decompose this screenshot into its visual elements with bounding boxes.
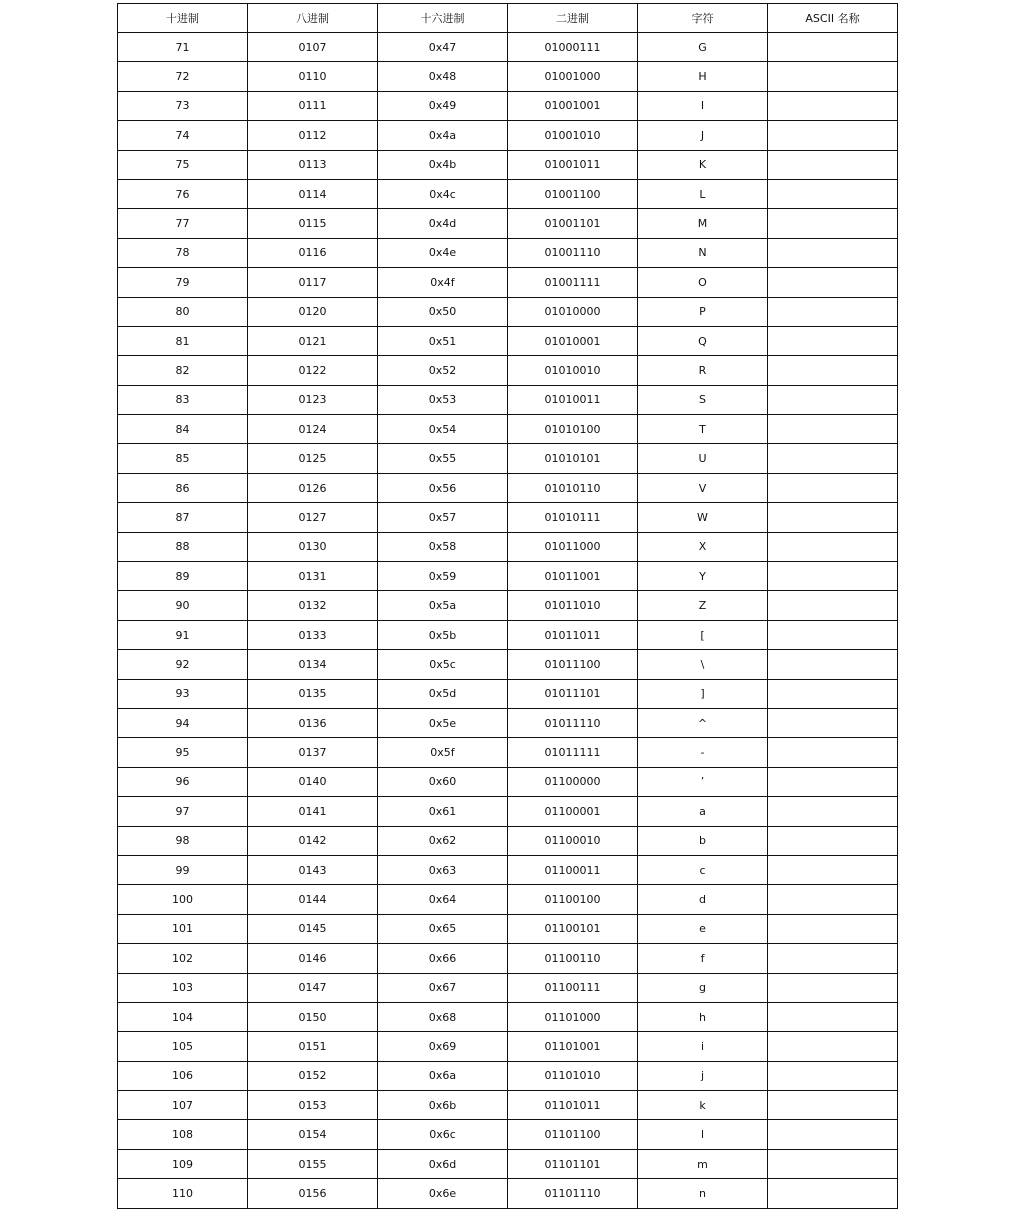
cell-ascii-name: [768, 209, 898, 238]
cell-ascii-name: [768, 914, 898, 943]
cell-binary: 01010010: [508, 356, 638, 385]
cell-ascii-name: [768, 1002, 898, 1031]
cell-binary: 01010100: [508, 415, 638, 444]
header-octal: 八进制: [248, 4, 378, 33]
cell-char: J: [638, 121, 768, 150]
cell-decimal: 85: [118, 444, 248, 473]
cell-octal: 0115: [248, 209, 378, 238]
cell-ascii-name: [768, 591, 898, 620]
cell-binary: 01011001: [508, 562, 638, 591]
cell-binary: 01100100: [508, 885, 638, 914]
cell-char: Y: [638, 562, 768, 591]
cell-binary: 01001000: [508, 62, 638, 91]
table-row: [118, 1032, 898, 1061]
table-row: [118, 1149, 898, 1178]
cell-hex: 0x47: [378, 33, 508, 62]
header-binary: 二进制: [508, 4, 638, 33]
cell-hex: 0x67: [378, 973, 508, 1002]
table-row: [118, 444, 898, 473]
cell-decimal: 106: [118, 1061, 248, 1090]
cell-decimal: 80: [118, 297, 248, 326]
cell-octal: 0117: [248, 268, 378, 297]
cell-octal: 0112: [248, 121, 378, 150]
cell-ascii-name: [768, 738, 898, 767]
cell-hex: 0x6a: [378, 1061, 508, 1090]
cell-binary: 01101010: [508, 1061, 638, 1090]
cell-binary: 01011011: [508, 620, 638, 649]
cell-octal: 0110: [248, 62, 378, 91]
cell-char: Z: [638, 591, 768, 620]
cell-decimal: 79: [118, 268, 248, 297]
cell-binary: 01001100: [508, 179, 638, 208]
cell-binary: 01001001: [508, 91, 638, 120]
cell-ascii-name: [768, 385, 898, 414]
cell-decimal: 99: [118, 855, 248, 884]
cell-binary: 01101100: [508, 1120, 638, 1149]
cell-decimal: 84: [118, 415, 248, 444]
cell-decimal: 109: [118, 1149, 248, 1178]
cell-binary: 01000111: [508, 33, 638, 62]
cell-decimal: 101: [118, 914, 248, 943]
cell-decimal: 72: [118, 62, 248, 91]
cell-char: i: [638, 1032, 768, 1061]
cell-ascii-name: [768, 973, 898, 1002]
cell-decimal: 91: [118, 620, 248, 649]
cell-octal: 0120: [248, 297, 378, 326]
cell-ascii-name: [768, 503, 898, 532]
cell-binary: 01101001: [508, 1032, 638, 1061]
cell-octal: 0132: [248, 591, 378, 620]
cell-hex: 0x4c: [378, 179, 508, 208]
cell-char: n: [638, 1179, 768, 1208]
header-decimal: 十进制: [118, 4, 248, 33]
cell-octal: 0146: [248, 944, 378, 973]
cell-ascii-name: [768, 297, 898, 326]
cell-decimal: 103: [118, 973, 248, 1002]
cell-char: U: [638, 444, 768, 473]
cell-ascii-name: [768, 1091, 898, 1120]
table-row: [118, 33, 898, 62]
cell-hex: 0x51: [378, 326, 508, 355]
cell-hex: 0x5d: [378, 679, 508, 708]
cell-binary: 01100000: [508, 767, 638, 796]
cell-hex: 0x5c: [378, 650, 508, 679]
cell-char: R: [638, 356, 768, 385]
cell-binary: 01001111: [508, 268, 638, 297]
cell-octal: 0153: [248, 1091, 378, 1120]
cell-ascii-name: [768, 150, 898, 179]
cell-hex: 0x55: [378, 444, 508, 473]
cell-octal: 0134: [248, 650, 378, 679]
cell-hex: 0x4d: [378, 209, 508, 238]
cell-decimal: 78: [118, 238, 248, 267]
cell-ascii-name: [768, 826, 898, 855]
cell-ascii-name: [768, 562, 898, 591]
cell-octal: 0150: [248, 1002, 378, 1031]
table-row: [118, 473, 898, 502]
cell-ascii-name: [768, 121, 898, 150]
cell-char: k: [638, 1091, 768, 1120]
cell-hex: 0x53: [378, 385, 508, 414]
cell-octal: 0126: [248, 473, 378, 502]
cell-decimal: 75: [118, 150, 248, 179]
cell-binary: 01010101: [508, 444, 638, 473]
cell-octal: 0127: [248, 503, 378, 532]
cell-char: [: [638, 620, 768, 649]
cell-hex: 0x5f: [378, 738, 508, 767]
cell-hex: 0x4e: [378, 238, 508, 267]
table-row: [118, 826, 898, 855]
cell-octal: 0114: [248, 179, 378, 208]
cell-char: Q: [638, 326, 768, 355]
cell-ascii-name: [768, 33, 898, 62]
cell-hex: 0x60: [378, 767, 508, 796]
cell-char: P: [638, 297, 768, 326]
header-char: 字符: [638, 4, 768, 33]
cell-octal: 0131: [248, 562, 378, 591]
cell-char: d: [638, 885, 768, 914]
cell-binary: 01010001: [508, 326, 638, 355]
cell-octal: 0147: [248, 973, 378, 1002]
cell-decimal: 98: [118, 826, 248, 855]
cell-char: I: [638, 91, 768, 120]
cell-ascii-name: [768, 885, 898, 914]
cell-ascii-name: [768, 62, 898, 91]
cell-octal: 0141: [248, 797, 378, 826]
cell-hex: 0x62: [378, 826, 508, 855]
cell-decimal: 82: [118, 356, 248, 385]
cell-ascii-name: [768, 1120, 898, 1149]
cell-ascii-name: [768, 179, 898, 208]
cell-octal: 0121: [248, 326, 378, 355]
cell-ascii-name: [768, 679, 898, 708]
cell-octal: 0130: [248, 532, 378, 561]
table-body: [118, 33, 898, 1209]
cell-decimal: 74: [118, 121, 248, 150]
cell-char: f: [638, 944, 768, 973]
cell-binary: 01010011: [508, 385, 638, 414]
table-row: [118, 415, 898, 444]
cell-hex: 0x68: [378, 1002, 508, 1031]
cell-ascii-name: [768, 473, 898, 502]
table-row: [118, 121, 898, 150]
table-row: [118, 62, 898, 91]
cell-hex: 0x59: [378, 562, 508, 591]
cell-decimal: 77: [118, 209, 248, 238]
cell-binary: 01010110: [508, 473, 638, 502]
table-row: [118, 591, 898, 620]
table-row: [118, 885, 898, 914]
cell-binary: 01100010: [508, 826, 638, 855]
cell-binary: 01001010: [508, 121, 638, 150]
cell-octal: 0125: [248, 444, 378, 473]
cell-hex: 0x6d: [378, 1149, 508, 1178]
cell-hex: 0x5a: [378, 591, 508, 620]
cell-decimal: 108: [118, 1120, 248, 1149]
cell-octal: 0142: [248, 826, 378, 855]
cell-char: T: [638, 415, 768, 444]
cell-hex: 0x61: [378, 797, 508, 826]
table-row: [118, 1002, 898, 1031]
table-row: [118, 973, 898, 1002]
table-row: [118, 620, 898, 649]
cell-char: K: [638, 150, 768, 179]
cell-hex: 0x48: [378, 62, 508, 91]
cell-ascii-name: [768, 708, 898, 737]
cell-hex: 0x50: [378, 297, 508, 326]
table-row: [118, 679, 898, 708]
cell-char: \: [638, 650, 768, 679]
cell-char: X: [638, 532, 768, 561]
cell-ascii-name: [768, 415, 898, 444]
cell-hex: 0x63: [378, 855, 508, 884]
cell-octal: 0156: [248, 1179, 378, 1208]
cell-char: e: [638, 914, 768, 943]
table-row: [118, 738, 898, 767]
cell-hex: 0x57: [378, 503, 508, 532]
cell-decimal: 93: [118, 679, 248, 708]
cell-binary: 01010000: [508, 297, 638, 326]
cell-ascii-name: [768, 767, 898, 796]
cell-ascii-name: [768, 532, 898, 561]
cell-octal: 0137: [248, 738, 378, 767]
cell-binary: 01001110: [508, 238, 638, 267]
table-row: [118, 238, 898, 267]
cell-decimal: 102: [118, 944, 248, 973]
cell-octal: 0123: [248, 385, 378, 414]
cell-octal: 0133: [248, 620, 378, 649]
cell-binary: 01101011: [508, 1091, 638, 1120]
cell-char: O: [638, 268, 768, 297]
cell-decimal: 96: [118, 767, 248, 796]
cell-octal: 0122: [248, 356, 378, 385]
table-row: [118, 1120, 898, 1149]
table-row: [118, 179, 898, 208]
cell-char: ]: [638, 679, 768, 708]
cell-octal: 0144: [248, 885, 378, 914]
table-row: [118, 767, 898, 796]
table-row: [118, 797, 898, 826]
header-ascii-name: ASCII 名称: [768, 4, 898, 33]
cell-char: h: [638, 1002, 768, 1031]
cell-ascii-name: [768, 326, 898, 355]
cell-ascii-name: [768, 444, 898, 473]
cell-hex: 0x56: [378, 473, 508, 502]
cell-ascii-name: [768, 620, 898, 649]
cell-char: m: [638, 1149, 768, 1178]
cell-hex: 0x69: [378, 1032, 508, 1061]
cell-ascii-name: [768, 944, 898, 973]
cell-decimal: 100: [118, 885, 248, 914]
table-row: [118, 326, 898, 355]
cell-octal: 0154: [248, 1120, 378, 1149]
table-row: [118, 385, 898, 414]
cell-char: W: [638, 503, 768, 532]
cell-hex: 0x5e: [378, 708, 508, 737]
cell-decimal: 104: [118, 1002, 248, 1031]
cell-decimal: 97: [118, 797, 248, 826]
cell-hex: 0x54: [378, 415, 508, 444]
cell-ascii-name: [768, 238, 898, 267]
cell-ascii-name: [768, 1032, 898, 1061]
cell-ascii-name: [768, 356, 898, 385]
cell-hex: 0x49: [378, 91, 508, 120]
cell-char: ’: [638, 767, 768, 796]
cell-binary: 01100011: [508, 855, 638, 884]
cell-hex: 0x66: [378, 944, 508, 973]
cell-octal: 0151: [248, 1032, 378, 1061]
cell-decimal: 76: [118, 179, 248, 208]
cell-hex: 0x65: [378, 914, 508, 943]
cell-binary: 01010111: [508, 503, 638, 532]
cell-char: ^: [638, 708, 768, 737]
cell-decimal: 81: [118, 326, 248, 355]
cell-binary: 01100110: [508, 944, 638, 973]
table-row: [118, 1179, 898, 1208]
table-row: [118, 297, 898, 326]
cell-decimal: 110: [118, 1179, 248, 1208]
cell-binary: 01101101: [508, 1149, 638, 1178]
cell-decimal: 83: [118, 385, 248, 414]
cell-octal: 0145: [248, 914, 378, 943]
cell-char: M: [638, 209, 768, 238]
cell-octal: 0143: [248, 855, 378, 884]
cell-hex: 0x52: [378, 356, 508, 385]
cell-hex: 0x58: [378, 532, 508, 561]
cell-char: S: [638, 385, 768, 414]
cell-binary: 01011100: [508, 650, 638, 679]
cell-hex: 0x6e: [378, 1179, 508, 1208]
header-row: [118, 4, 898, 33]
cell-decimal: 88: [118, 532, 248, 561]
cell-decimal: 86: [118, 473, 248, 502]
table-row: [118, 503, 898, 532]
table-row: [118, 1091, 898, 1120]
cell-octal: 0152: [248, 1061, 378, 1090]
cell-octal: 0113: [248, 150, 378, 179]
cell-char: -: [638, 738, 768, 767]
cell-binary: 01100101: [508, 914, 638, 943]
cell-decimal: 90: [118, 591, 248, 620]
cell-ascii-name: [768, 1149, 898, 1178]
cell-char: N: [638, 238, 768, 267]
ascii-table: [117, 3, 898, 1209]
cell-hex: 0x4b: [378, 150, 508, 179]
cell-char: H: [638, 62, 768, 91]
cell-binary: 01001101: [508, 209, 638, 238]
cell-char: V: [638, 473, 768, 502]
table-row: [118, 268, 898, 297]
table-row: [118, 356, 898, 385]
cell-decimal: 71: [118, 33, 248, 62]
cell-octal: 0155: [248, 1149, 378, 1178]
cell-char: a: [638, 797, 768, 826]
cell-binary: 01101000: [508, 1002, 638, 1031]
cell-decimal: 94: [118, 708, 248, 737]
cell-binary: 01011111: [508, 738, 638, 767]
cell-ascii-name: [768, 1179, 898, 1208]
cell-char: l: [638, 1120, 768, 1149]
cell-binary: 01100111: [508, 973, 638, 1002]
table-row: [118, 944, 898, 973]
cell-binary: 01011000: [508, 532, 638, 561]
table-row: [118, 708, 898, 737]
table-row: [118, 1061, 898, 1090]
cell-decimal: 73: [118, 91, 248, 120]
cell-octal: 0111: [248, 91, 378, 120]
cell-char: j: [638, 1061, 768, 1090]
cell-binary: 01011010: [508, 591, 638, 620]
cell-binary: 01011110: [508, 708, 638, 737]
header-hex: 十六进制: [378, 4, 508, 33]
cell-binary: 01101110: [508, 1179, 638, 1208]
cell-ascii-name: [768, 91, 898, 120]
cell-decimal: 107: [118, 1091, 248, 1120]
table-row: [118, 855, 898, 884]
cell-binary: 01011101: [508, 679, 638, 708]
cell-hex: 0x64: [378, 885, 508, 914]
cell-octal: 0116: [248, 238, 378, 267]
cell-ascii-name: [768, 855, 898, 884]
cell-decimal: 89: [118, 562, 248, 591]
table-row: [118, 150, 898, 179]
cell-octal: 0140: [248, 767, 378, 796]
cell-char: c: [638, 855, 768, 884]
cell-ascii-name: [768, 1061, 898, 1090]
cell-ascii-name: [768, 797, 898, 826]
cell-decimal: 95: [118, 738, 248, 767]
table-row: [118, 209, 898, 238]
cell-octal: 0124: [248, 415, 378, 444]
cell-ascii-name: [768, 650, 898, 679]
cell-decimal: 105: [118, 1032, 248, 1061]
cell-octal: 0135: [248, 679, 378, 708]
cell-char: L: [638, 179, 768, 208]
cell-hex: 0x4f: [378, 268, 508, 297]
cell-binary: 01100001: [508, 797, 638, 826]
cell-char: G: [638, 33, 768, 62]
cell-binary: 01001011: [508, 150, 638, 179]
table-row: [118, 532, 898, 561]
cell-char: b: [638, 826, 768, 855]
cell-decimal: 92: [118, 650, 248, 679]
cell-hex: 0x5b: [378, 620, 508, 649]
cell-hex: 0x6b: [378, 1091, 508, 1120]
cell-ascii-name: [768, 268, 898, 297]
table-row: [118, 650, 898, 679]
cell-decimal: 87: [118, 503, 248, 532]
cell-octal: 0107: [248, 33, 378, 62]
cell-hex: 0x4a: [378, 121, 508, 150]
table-row: [118, 562, 898, 591]
cell-hex: 0x6c: [378, 1120, 508, 1149]
table-row: [118, 914, 898, 943]
cell-char: g: [638, 973, 768, 1002]
cell-octal: 0136: [248, 708, 378, 737]
table-row: [118, 91, 898, 120]
